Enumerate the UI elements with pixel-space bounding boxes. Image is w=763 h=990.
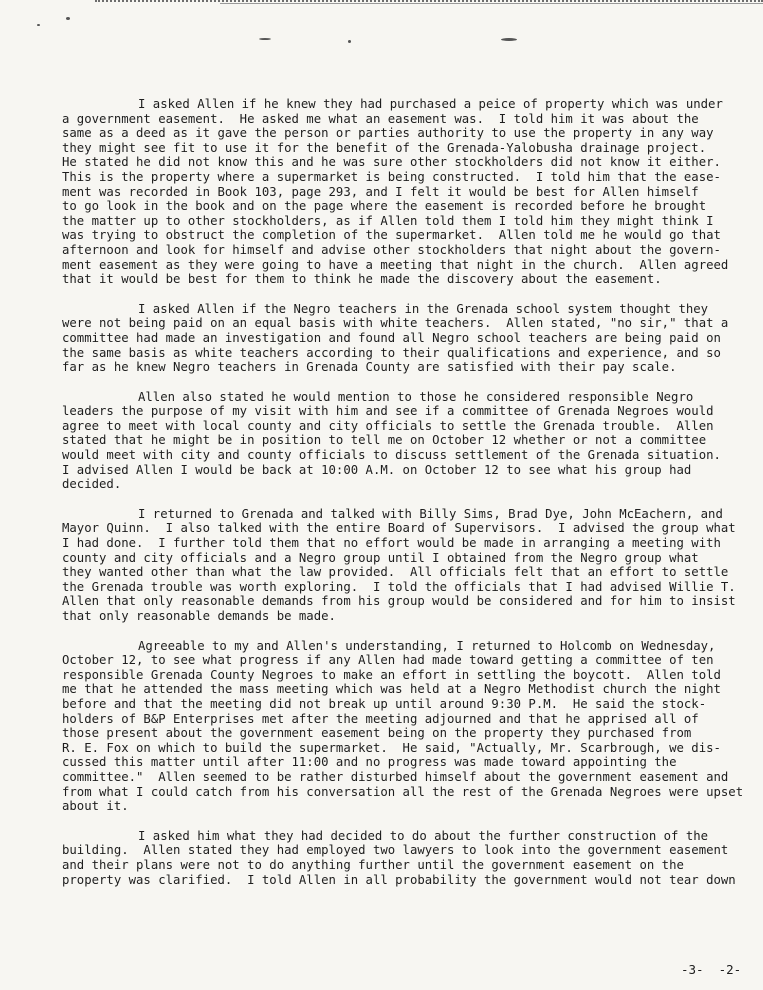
text-line: He stated he did not know this and he was sure other stockholders did not know it either. (62, 155, 721, 170)
text-line: me that he attended the mass meeting which was held at a Negro Methodist church the night (62, 682, 721, 697)
text-line: Mayor Quinn. I also talked with the entire Board of Supervisors. I advised the group what (62, 521, 736, 536)
text-line: would meet with city and county officials to discuss settlement of the Grenada situation. (62, 448, 721, 463)
text-line: I asked Allen if the Negro teachers in the Grenada school system thought they (138, 301, 709, 316)
text-line: far as he knew Negro teachers in Grenada County are satisfied with their pay scale. (62, 360, 677, 375)
text-line: Agreeable to my and Allen's understanding, I returned to Holcomb on Wednesday, (138, 638, 716, 653)
text-line: about it. (62, 799, 129, 814)
text-line: from what I could catch from his conversation all the rest of the Grenada Negroes were upset (62, 784, 744, 799)
text-line: ment easement as they were going to have a meeting that night in the church. Allen agreed (62, 257, 729, 272)
text-line: October 12, to see what progress if any Allen had made toward getting a committee of ten (62, 653, 714, 668)
text-line: holders of B&P Enterprises met after the meeting adjourned and that he apprised all of (62, 711, 699, 726)
text-line: I advised Allen I would be back at 10:00 A.M. on October 12 to see what his group had (62, 462, 692, 477)
text-line: property was clarified. I told Allen in all probability the government would not tear down (62, 872, 736, 887)
text-line: building. Allen stated they had employed two lawyers to look into the government easement (62, 843, 729, 858)
text-line: committee had made an investigation and found all Negro school teachers are being paid on (62, 330, 721, 345)
paragraph (62, 390, 752, 492)
text-line: ment was recorded in Book 103, page 293, and I felt it would be best for Allen himself (62, 184, 699, 199)
text-line: Allen also stated he would mention to those he considered responsible Negro (138, 389, 694, 404)
top-border-line (95, 0, 763, 2)
text-line: before and that the meeting did not break up until around 9:30 P.M. He said the stock- (62, 696, 707, 711)
text-line: they wanted other than what the law provided. All officials felt that an effort to settle (62, 565, 729, 580)
scan-speck (259, 38, 271, 40)
text-line: afternoon and look for himself and advise other stockholders that night about the govern- (62, 242, 721, 257)
text-line: Allen that only reasonable demands from his group would be considered and for him to insist (62, 594, 736, 609)
text-line: I asked him what they had decided to do about the further construction of the (138, 828, 709, 843)
text-line: agree to meet with local county and city officials to settle the Grenada trouble. Allen (62, 418, 714, 433)
paragraph (62, 507, 752, 624)
text-line: county and city officials and a Negro group until I obtained from the Negro group what (62, 550, 699, 565)
text-line: that it would be best for them to think he made the discovery about the easement. (62, 272, 662, 287)
paragraph (62, 639, 752, 814)
paragraph (62, 829, 752, 887)
scan-speck (37, 24, 40, 26)
text-line: committee." Allen seemed to be rather disturbed himself about the government easement and (62, 769, 729, 784)
text-line: I returned to Grenada and talked with Billy Sims, Brad Dye, John McEachern, and (138, 506, 723, 521)
text-line: to go look in the book and on the page where the easement is recorded before he brought (62, 199, 707, 214)
page-number: -3- -2- (681, 962, 742, 977)
text-line: responsible Grenada County Negroes to make an effort in settling the boycott. Allen told (62, 667, 721, 682)
text-line: cussed this matter until after 11:00 and no progress was made toward appointing the (62, 755, 677, 770)
scan-speck (66, 17, 70, 20)
text-line: leaders the purpose of my visit with him and see if a committee of Grenada Negroes would (62, 404, 714, 419)
text-line: This is the property where a supermarket is being constructed. I told him that the ease- (62, 169, 721, 184)
text-line: and their plans were not to do anything further until the government easement on the (62, 857, 684, 872)
text-line: decided. (62, 477, 122, 492)
text-line: same as a deed as it gave the person or parties authority to use the property in any way (62, 126, 714, 141)
text-line: stated that he might be in position to tell me on October 12 whether or not a committee (62, 433, 707, 448)
scan-speck (348, 40, 351, 43)
text-line: R. E. Fox on which to build the supermarket. He said, "Actually, Mr. Scarbrough, we dis- (62, 740, 721, 755)
paragraph (62, 302, 752, 375)
text-line: was trying to obstruct the completion of the supermarket. Allen told me he would go that (62, 228, 721, 243)
text-line: I asked Allen if he knew they had purchased a peice of property which was under (138, 97, 723, 111)
text-line: the Grenada trouble was worth exploring. I told the officials that I had advised Willie T. (62, 579, 736, 594)
text-line: I had done. I further told them that no effort would be made in arranging a meeting with (62, 536, 721, 551)
text-line: the matter up to other stockholders, as if Allen told them I told him they might think I (62, 213, 714, 228)
top-border-line-secondary (220, 3, 763, 4)
text-line: they might see fit to use it for the benefit of the Grenada-Yalobusha drainage project. (62, 140, 707, 155)
text-line: those present about the government easement being on the property they purchased from (62, 726, 692, 741)
paragraph (62, 97, 752, 287)
text-line: the same basis as white teachers according to their qualifications and experience, and so (62, 345, 721, 360)
document-body (62, 97, 752, 902)
text-line: were not being paid on an equal basis with white teachers. Allen stated, "no sir," that a (62, 316, 729, 331)
scan-speck (501, 38, 517, 41)
text-line: a government easement. He asked me what an easement was. I told him it was about the (62, 111, 699, 126)
text-line: that only reasonable demands be made. (62, 609, 336, 623)
